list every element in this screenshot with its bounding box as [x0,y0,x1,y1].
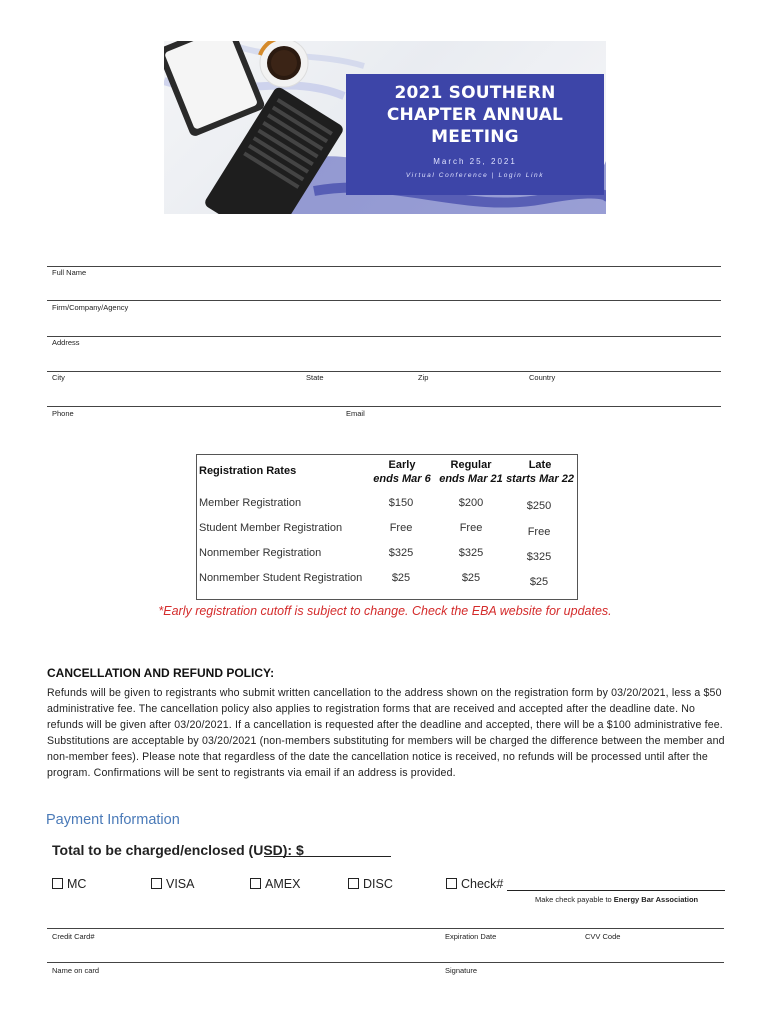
policy-title: CANCELLATION AND REFUND POLICY: [47,666,275,680]
signature-label: Signature [445,966,478,975]
banner-title-panel [346,74,604,195]
checkbox-icon[interactable] [348,878,359,889]
early-registration-note: *Early registration cutoff is subject to change. Check the EBA website for updates. [158,604,612,618]
option-amex[interactable]: AMEX [250,877,300,891]
checkbox-icon[interactable] [250,878,261,889]
cvv-label: CVV Code [585,932,621,941]
rates-row-label: Nonmember Student Registration [199,572,363,584]
rates-cell: Free [527,526,551,538]
rates-cell: $25 [391,572,411,584]
checkbox-icon[interactable] [446,878,457,889]
banner-subtitle: Virtual Conference | Login Link [405,172,545,179]
banner-date: March 25, 2021 [433,157,517,166]
full-name-label: Full Name [52,268,87,277]
city-line[interactable] [47,371,721,372]
phone-line[interactable] [47,406,721,407]
rates-col-regular: Regular ends Mar 21 [439,459,503,485]
option-visa[interactable]: VISA [151,877,195,891]
address-label: Address [52,338,80,347]
expiration-label: Expiration Date [445,932,497,941]
rates-cell: Free [459,522,483,534]
name-on-card-line[interactable] [47,962,724,963]
rates-cell: Free [389,522,413,534]
rates-col-early: Early ends Mar 6 [373,459,431,485]
banner-title: 2021 SOUTHERN CHAPTER ANNUAL MEETING [386,83,564,147]
policy-body: Refunds will be given to registrants who submit written cancellation to the address shown on the registration form by 03/20/2021, less a $50 administrative fee. The cancellation policy also applies to registration forms that are received and accepted after the deadline date. No refunds will be given after 03/20/2021. If a cancellation is requested after the deadline and accepted, there will be a $100 administrative fee. Substitutions are acceptable by 03/20/2021 (non-members substituting for members will be charged the difference between the member and non-member fees). Please note that regardless of the date the cancellation notice is received, no refunds will be processed until after the program. Confirmations will be sent to registrants via email if an address is provided. [47,687,725,779]
rates-row-label: Student Member Registration [199,522,343,534]
email-label: Email [346,409,365,418]
rates-cell: $325 [388,547,414,559]
option-mc[interactable]: MC [52,877,86,891]
checkbox-icon[interactable] [151,878,162,889]
event-banner [164,41,606,214]
state-label: State [306,373,324,382]
registration-rates-table [196,454,578,600]
rates-cell: $325 [526,551,552,563]
option-disc[interactable]: DISC [348,877,393,891]
credit-card-label: Credit Card# [52,932,95,941]
rates-col-late: Late starts Mar 22 [506,459,574,485]
rates-row-label: Member Registration [199,497,302,509]
rates-cell: $25 [529,576,549,588]
check-payable-note: Make check payable to Energy Bar Association [535,895,699,904]
address-line[interactable] [47,336,721,337]
total-amount-field[interactable] [264,856,391,857]
check-number-field[interactable] [507,890,725,891]
total-label: Total to be charged/enclosed (USD): $ [52,842,304,858]
rates-cell: $325 [458,547,484,559]
zip-label: Zip [418,373,429,382]
country-label: Country [529,373,556,382]
full-name-line[interactable] [47,266,721,267]
rates-cell: $150 [388,497,414,509]
rates-cell: $250 [526,500,552,512]
firm-line[interactable] [47,300,721,301]
firm-label: Firm/Company/Agency [52,303,129,312]
name-on-card-label: Name on card [52,966,100,975]
rates-cell: $25 [461,572,481,584]
phone-label: Phone [52,409,74,418]
rates-row-label: Nonmember Registration [199,547,322,559]
checkbox-icon[interactable] [52,878,63,889]
payment-title: Payment Information [46,812,180,828]
rates-header-label: Registration Rates [199,465,297,477]
credit-card-line[interactable] [47,928,724,929]
option-check[interactable]: Check# [446,877,503,891]
city-label: City [52,373,65,382]
rates-cell: $200 [458,497,484,509]
